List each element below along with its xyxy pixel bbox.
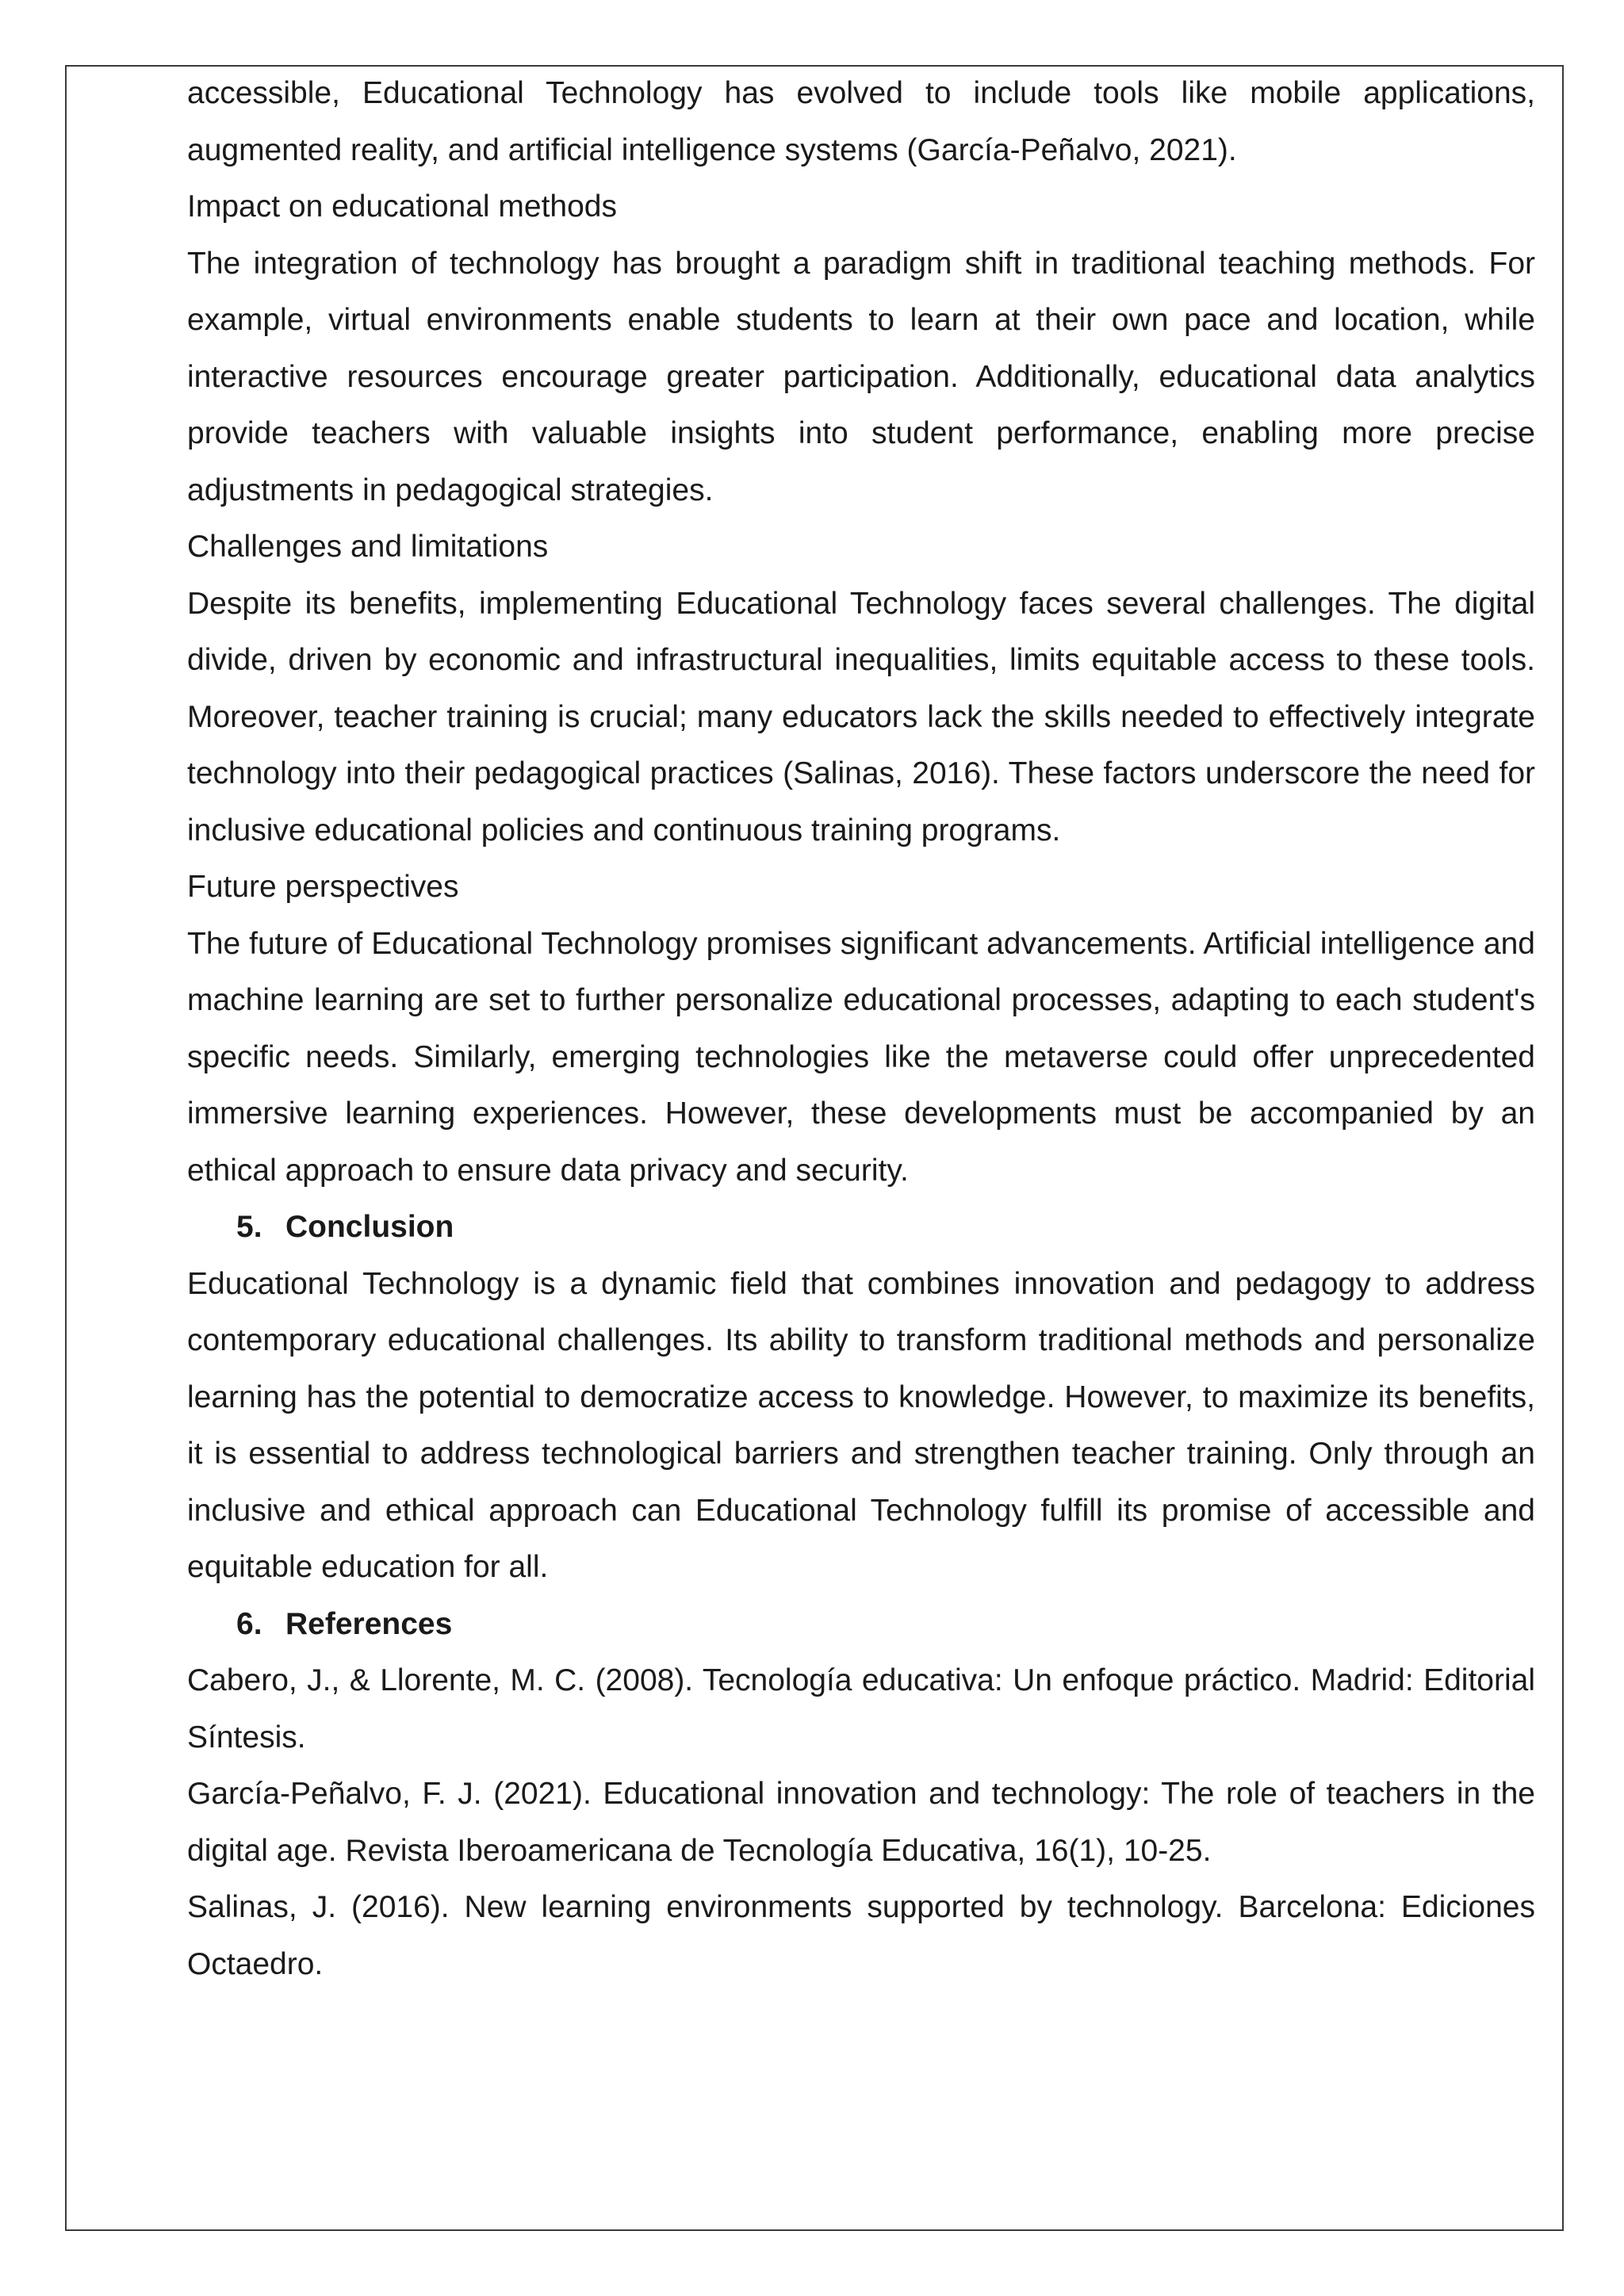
conclusion-heading bbox=[187, 1199, 1535, 1256]
impact-heading: Impact on educational methods bbox=[187, 189, 618, 224]
conclusion-title: Conclusion bbox=[285, 1210, 454, 1244]
future-heading: Future perspectives bbox=[187, 870, 459, 904]
challenges-paragraph: Despite its benefits, implementing Educational Technology faces several challenges. The digital divide, driven by economic and infrastructural inequalities, limits equitable access to these tools. Moreover, teacher training is crucial; many educators lack the skills needed to effectively integrate technology into their pedagogical practices (Salinas, 2016). These factors underscore the need for inclusive educational policies and continuous training programs. bbox=[187, 586, 1535, 848]
document-body bbox=[187, 65, 1535, 1992]
references-title: References bbox=[285, 1606, 453, 1641]
conclusion-paragraph: Educational Technology is a dynamic field that combines innovation and pedagogy to address contemporary educational challenges. Its ability to transform traditional methods and personalize learning has the potential to democratize access to knowledge. However, to maximize its benefits, it is essential to address technological barriers and strengthen teacher training. Only through an inclusive and ethical approach can Educational Technology fulfill its promise of accessible and equitable education for all. bbox=[187, 1266, 1535, 1584]
reference-item: García-Peñalvo, F. J. (2021). Educational innovation and technology: The role of teachers in the digital age. Revista Iberoamericana de Tecnología Educativa, 16(1), 10-25. bbox=[187, 1777, 1535, 1868]
intro-paragraph: accessible, Educational Technology has evolved to include tools like mobile applications, augmented reality, and artificial intelligence systems (García-Peñalvo, 2021). bbox=[187, 76, 1535, 167]
impact-paragraph: The integration of technology has brought a paradigm shift in traditional teaching methods. For example, virtual environments enable students to learn at their own pace and location, while interactive resources encourage greater participation. Additionally, educational data analytics provide teachers with valuable insights into student performance, enabling more precise adjustments in pedagogical strategies. bbox=[187, 246, 1535, 507]
future-paragraph: The future of Educational Technology promises significant advancements. Artificial intelligence and machine learning are set to further personalize educational processes, adapting to each student's specific needs. Similarly, emerging technologies like the metaverse could offer unprecedented immersive learning experiences. However, these developments must be accompanied by an ethical approach to ensure data privacy and security. bbox=[187, 926, 1535, 1188]
reference-item: Cabero, J., & Llorente, M. C. (2008). Tecnología educativa: Un enfoque práctico. Madrid: Editorial Síntesis. bbox=[187, 1663, 1535, 1755]
conclusion-number: 5. bbox=[236, 1210, 262, 1244]
challenges-heading: Challenges and limitations bbox=[187, 530, 549, 564]
reference-item: Salinas, J. (2016). New learning environments supported by technology. Barcelona: Ediciones Octaedro. bbox=[187, 1890, 1535, 1981]
references-number: 6. bbox=[236, 1606, 262, 1641]
references-heading bbox=[187, 1596, 1535, 1653]
